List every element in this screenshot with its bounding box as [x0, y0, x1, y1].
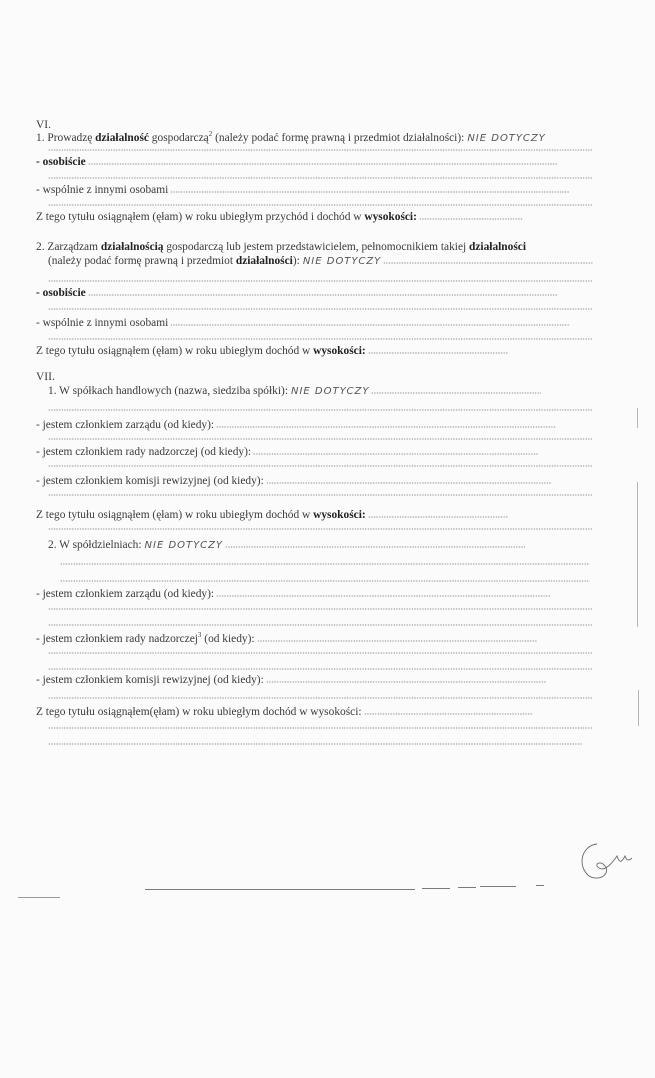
signature-rule: [422, 888, 450, 889]
dotted-line: [48, 697, 592, 699]
osobiscie-line: - osobiście: [36, 286, 592, 300]
scan-mark: [637, 482, 638, 627]
income-line: Z tego tytułu osiągnąłem(ęłam) w roku ubiegłym dochód w wysokości:: [36, 705, 592, 719]
section-vi-heading: VI.: [36, 119, 52, 131]
section-vii-heading: VII.: [36, 371, 55, 383]
signature-rule: [480, 886, 516, 887]
zarzad-line: - jestem członkiem zarządu (od kiedy):: [36, 418, 592, 432]
dotted-line: [48, 652, 592, 654]
scan-mark: [638, 690, 639, 726]
wspolnie-line: - wspólnie z innymi osobami: [36, 183, 592, 197]
handwritten-not-applicable: NIE DOTYCZY: [302, 256, 382, 267]
dotted-line: [60, 580, 590, 582]
dotted-line: [48, 743, 583, 745]
zarzad-line: - jestem członkiem zarządu (od kiedy):: [36, 587, 592, 601]
dotted-line: [48, 338, 592, 340]
income-line: Z tego tytułu osiągnąłem (ęłam) w roku ubiegłym przychód i dochód w wysokości:: [36, 210, 592, 224]
handwritten-not-applicable: NIE DOTYCZY: [144, 540, 224, 551]
dotted-line: [48, 668, 592, 670]
handwritten-not-applicable: NIE DOTYCZY: [467, 132, 546, 144]
section-vi-item2: 2. Zarządzam działalnością gospodarczą lub jestem przedstawicielem, pełnomocnikiem takiej działalności: [36, 241, 526, 253]
dotted-line: [48, 494, 592, 496]
dotted-line: [48, 149, 592, 151]
signature-rule: [536, 885, 544, 886]
scan-mark: [18, 897, 60, 898]
dotted-line: [48, 438, 592, 440]
dotted-line: [48, 727, 592, 729]
dotted-line: [48, 308, 592, 310]
section-vii-item2: 2. W spółdzielniach: NIE DOTYCZY: [48, 538, 604, 553]
dotted-line: [60, 563, 590, 565]
section-vii-item1: 1. W spółkach handlowych (nazwa, siedziba spółki): NIE DOTYCZY: [48, 384, 604, 399]
rada-line: - jestem członkiem rady nadzorczej$^3$ (od kiedy):: [36, 628, 592, 646]
dotted-line: [48, 177, 592, 179]
dotted-line: [48, 608, 592, 610]
handwritten-not-applicable: NIE DOTYCZY: [291, 386, 370, 397]
osobiscie-line: - osobiście: [36, 155, 592, 169]
dotted-line: [48, 280, 592, 282]
signature-rule: [145, 889, 415, 890]
dotted-line: [48, 624, 592, 626]
scan-mark: [637, 408, 638, 428]
signature-mark: [575, 836, 635, 882]
signature-rule: [458, 887, 476, 888]
dotted-line: [48, 465, 592, 467]
section-vi-item1: 1. Prowadzę działalność gospodarczą$^2$ (należy podać formę prawną i przedmiot działalności): NIE DOTYCZY: [36, 130, 546, 144]
wspolnie-line: - wspólnie z innymi osobami: [36, 316, 592, 330]
income-line: Z tego tytułu osiągnąłem (ęłam) w roku ubiegłym dochód w wysokości:: [36, 344, 592, 358]
komisja-line: - jestem członkiem komisji rewizyjnej (od kiedy):: [36, 673, 592, 687]
komisja-line: - jestem członkiem komisji rewizyjnej (od kiedy):: [36, 474, 592, 488]
dotted-line: [48, 204, 592, 206]
rada-line: - jestem członkiem rady nadzorczej (od kiedy):: [36, 445, 592, 459]
income-line: Z tego tytułu osiągnąłem (ęłam) w roku ubiegłym dochód w wysokości:: [36, 508, 592, 522]
dotted-line: [48, 409, 592, 411]
dotted-line: [48, 528, 592, 530]
section-vi-item2-line2: (należy podać formę prawną i przedmiot działalności): NIE DOTYCZY: [48, 254, 604, 269]
